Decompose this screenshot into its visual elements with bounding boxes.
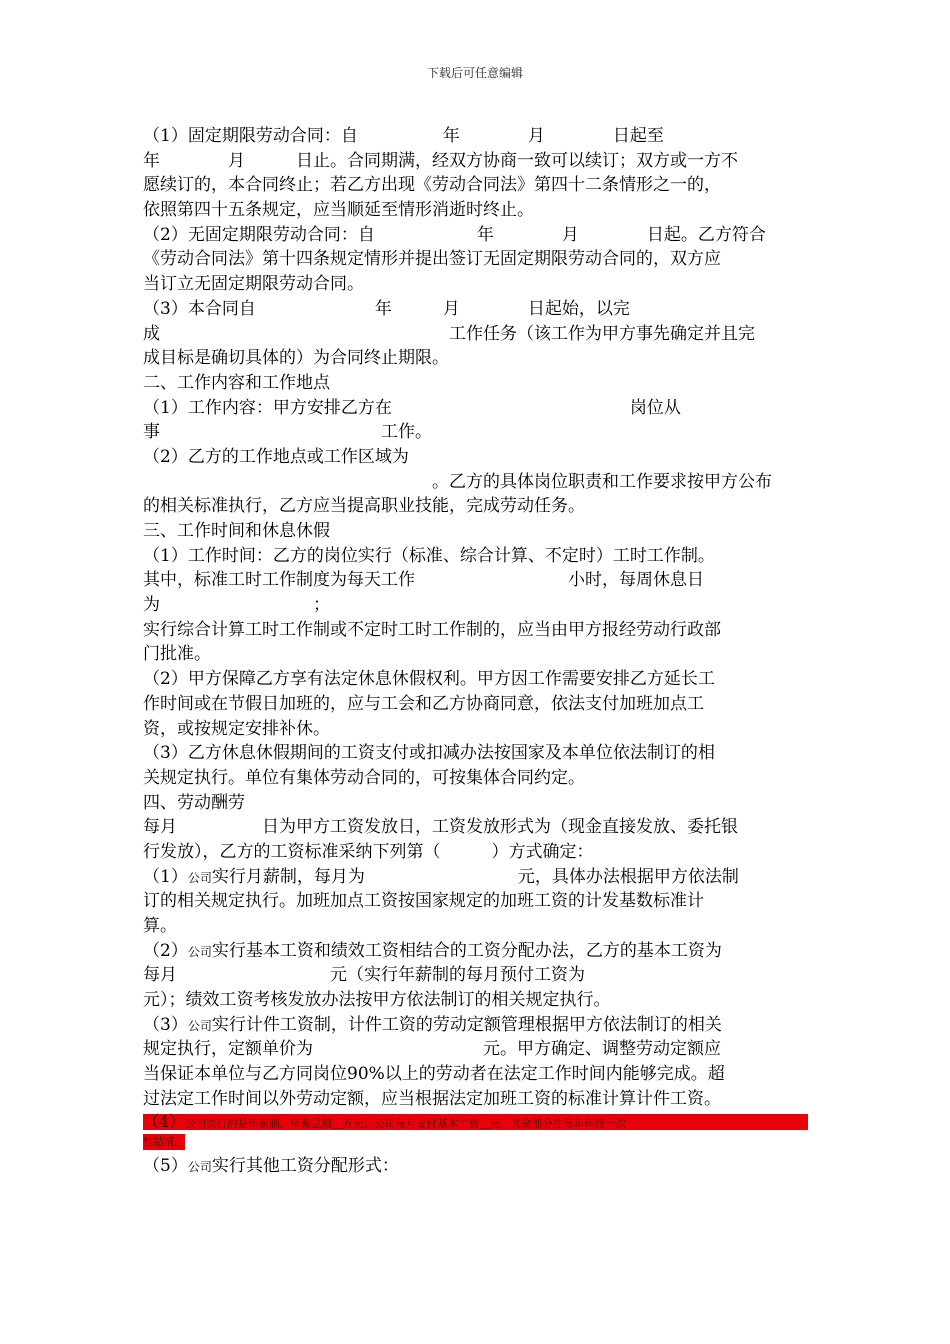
header-note: 下载后可任意编辑	[426, 66, 523, 80]
text-line: 成 工作任务（该工作为甲方事先确定并且完	[143, 323, 755, 344]
salary-line: 订的相关规定执行。加班加点工资按国家规定的加班工资的计发基数标准计	[143, 891, 704, 912]
document-body	[143, 124, 808, 1178]
highlighted-clause-line-2	[143, 1134, 185, 1150]
contract-text	[143, 124, 808, 865]
text-line: 作时间或在节假日加班的，应与工会和乙方协商同意，依法支付加班加点工	[143, 693, 704, 714]
text-line: （3）乙方休息休假期间的工资支付或扣减办法按国家及本单位依法制订的相	[143, 743, 715, 764]
text-line: （2）甲方保障乙方享有法定休息休假权利。甲方因工作需要安排乙方延长工	[143, 669, 715, 690]
text-line: 年 月 日止。合同期满，经双方协商一致可以续订；双方或一方不	[143, 150, 738, 171]
text-line: 二、工作内容和工作地点	[143, 372, 330, 393]
salary-line: 过法定工作时间以外劳动定额，应当根据法定加班工资的标准计算计件工资。	[143, 1088, 721, 1109]
highlighted-clause-text-2: 性结清。	[143, 1135, 185, 1148]
salary-line: （3）公司实行计件工资制，计件工资的劳动定额管理根据甲方依法制订的相关	[143, 1014, 722, 1035]
salary-line: （2）公司实行基本工资和绩效工资相结合的工资分配办法，乙方的基本工资为	[143, 940, 722, 961]
text-line: （1）工作时间：乙方的岗位实行（标准、综合计算、不定时）工时工作制。	[143, 545, 715, 566]
text-line: 事 工作。	[143, 422, 432, 443]
salary-line: （1）公司实行月薪制，每月为 元，具体办法根据甲方依法制	[143, 866, 739, 887]
text-line: 。乙方的具体岗位职责和工作要求按甲方公布	[143, 471, 772, 492]
salary-line: 元）；绩效工资考核发放办法按甲方依法制订的相关规定执行。	[143, 990, 611, 1011]
salary-line: 规定执行，定额单价为 元。甲方确定、调整劳动定额应	[143, 1039, 721, 1060]
salary-line: 当保证本单位与乙方同岗位90%以上的劳动者在法定工作时间内能够完成。超	[143, 1064, 725, 1085]
salary-section	[143, 865, 808, 1112]
text-line: 依照第四十五条规定，应当顺延至情形消逝时终止。	[143, 200, 534, 221]
salary-line: 每月 元（实行年薪制的每月预付工资为	[143, 965, 585, 986]
salary-option-5: （5）公司实行其他工资分配形式：	[143, 1155, 399, 1176]
text-line: （2）乙方的工作地点或工作区域为	[143, 446, 409, 467]
text-line: （1）固定期限劳动合同：自 年 月 日起至	[143, 126, 664, 146]
text-line: 愿续订的，本合同终止；若乙方出现《劳动合同法》第四十二条情形之一的，	[143, 175, 721, 196]
text-line: 关规定执行。单位有集体劳动合同的，可按集体合同约定。	[143, 767, 585, 788]
text-line: 门批准。	[143, 644, 211, 665]
highlighted-clause-text: 公司实行的是年薪制，年薪总额＿万元；公司每月支付基本工资＿元，其余部分在每年年终一次	[185, 1117, 627, 1130]
text-line: （2）无固定期限劳动合同：自 年 月 日起。乙方符合	[143, 224, 766, 245]
text-line: 实行综合计算工时工作制或不定时工时工作制的，应当由甲方报经劳动行政部	[143, 619, 721, 640]
text-line: 《劳动合同法》第十四条规定情形并提出签订无固定期限劳动合同的，双方应	[143, 249, 721, 270]
text-line: 行发放），乙方的工资标准采纳下列第（ ）方式确定：	[143, 841, 594, 862]
highlighted-clause-line-1	[143, 1111, 808, 1131]
text-line: 为 ；	[143, 595, 330, 616]
text-line: 成目标是确切具体的）为合同终止期限。	[143, 348, 449, 369]
text-line: （1）工作内容：甲方安排乙方在 岗位从	[143, 397, 681, 418]
text-line: 其中，标准工时工作制度为每天工作 小时，每周休息日	[143, 570, 704, 591]
text-line: 资，或按规定安排补休。	[143, 718, 330, 739]
text-line: 当订立无固定期限劳动合同。	[143, 274, 364, 295]
text-line: （3）本合同自 年 月 日起始，以完	[143, 298, 630, 319]
text-line: 每月 日为甲方工资发放日，工资发放形式为（现金直接发放、委托银	[143, 817, 738, 838]
text-line: 四、劳动酬劳	[143, 792, 245, 813]
text-line: 三、工作时间和休息休假	[143, 521, 330, 541]
salary-line: 算。	[143, 916, 177, 936]
text-line: 的相关标准执行，乙方应当提高职业技能，完成劳动任务。	[143, 496, 585, 517]
highlighted-clause-number: （4）	[143, 1111, 186, 1131]
